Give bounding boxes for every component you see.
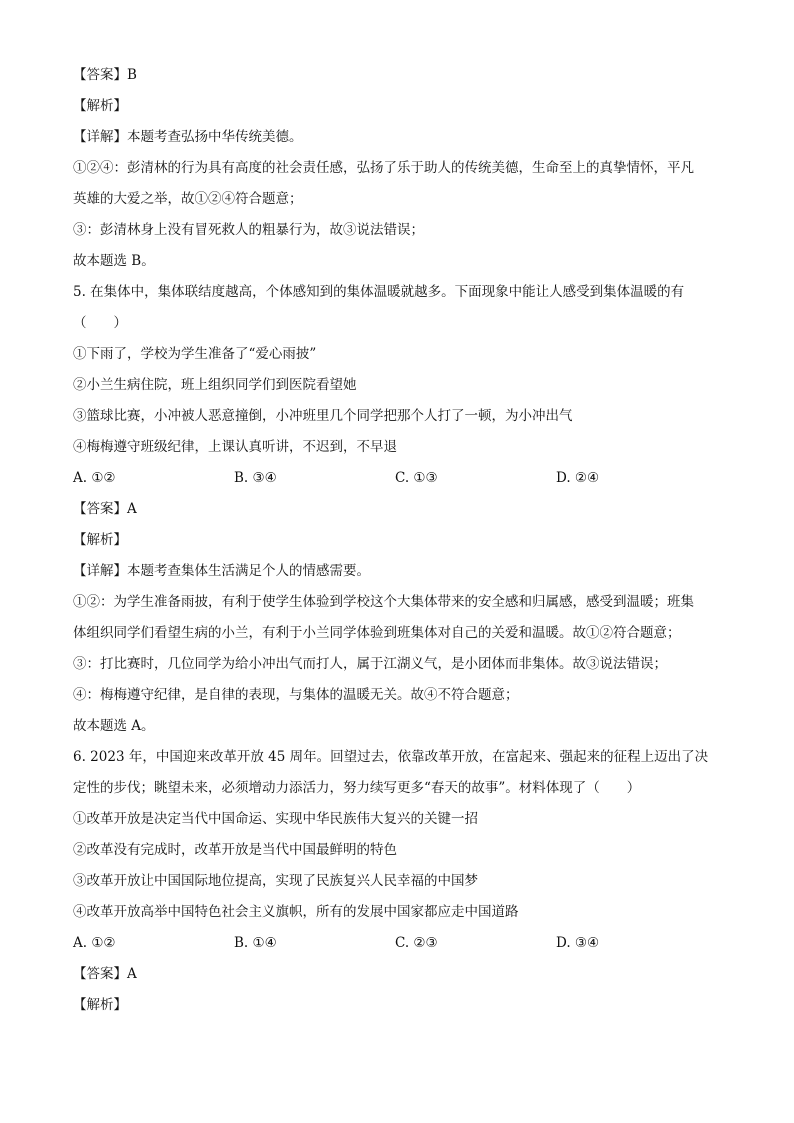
q5-option-d: D. ②④ [556, 470, 600, 486]
q5-item-4: ④梅梅遵守班级纪律，上课认真听讲，不迟到，不早退 [73, 439, 397, 455]
q5-option-b: B. ③④ [234, 470, 277, 486]
q5-detail: 【详解】本题考查集体生活满足个人的情感需要。 [73, 563, 370, 579]
q4-explanation-line-1b: 英雄的大爱之举，故①②④符合题意； [73, 191, 303, 207]
q5-stem-line-b: （ ） [73, 315, 127, 331]
q4-analysis-label: 【解析】 [73, 98, 127, 114]
q5-stem-line-a: 5. 在集体中，集体联结度越高，个体感知到的集体温暖就越多。下面现象中能让人感受到集体温暖的有 [73, 284, 685, 300]
q5-explanation-line-2: ③：打比赛时，几位同学为给小冲出气而打人，属于江湖义气，是小团体而非集体。故③说法错误； [73, 656, 667, 672]
q5-answer: 【答案】A [73, 501, 137, 517]
q6-item-4: ④改革开放高举中国特色社会主义旗帜，所有的发展中国家都应走中国道路 [73, 904, 519, 920]
q5-analysis-label: 【解析】 [73, 532, 127, 548]
q5-explanation-line-3: ④：梅梅遵守纪律，是自律的表现，与集体的温暖无关。故④不符合题意； [73, 687, 519, 703]
q4-answer: 【答案】B [73, 67, 137, 83]
q6-option-c: C. ②③ [395, 935, 438, 951]
q5-item-3: ③篮球比赛，小冲被人恶意撞倒，小冲班里几个同学把那个人打了一顿，为小冲出气 [73, 408, 573, 424]
q5-explanation-line-1a: ①②：为学生准备雨披，有利于使学生体验到学校这个大集体带来的安全感和归属感，感受到温暖；班集 [73, 594, 694, 610]
q5-option-c: C. ①③ [395, 470, 438, 486]
q5-item-1: ①下雨了，学校为学生准备了“爱心雨披” [73, 346, 317, 362]
q4-detail: 【详解】本题考查弘扬中华传统美德。 [73, 129, 303, 145]
q6-item-2: ②改革没有完成时，改革开放是当代中国最鲜明的特色 [73, 842, 397, 858]
q6-option-a: A. ①② [73, 935, 116, 951]
q5-options [73, 469, 733, 487]
q4-conclusion: 故本题选 B。 [73, 253, 155, 269]
q6-stem-line-b: 定性的步伐；眺望未来，必须增动力添活力，努力续写更多“春天的故事”。材料体现了（ ） [73, 780, 641, 796]
q6-analysis-label: 【解析】 [73, 997, 127, 1013]
q6-answer: 【答案】A [73, 966, 137, 982]
q5-explanation-line-1b: 体组织同学们看望生病的小兰，有利于小兰同学体验到班集体对自己的关爱和温暖。故①②符合题意； [73, 625, 681, 641]
q5-option-a: A. ①② [73, 470, 116, 486]
q4-explanation-line-2: ③：彭清林身上没有冒死救人的粗暴行为，故③说法错误； [73, 222, 424, 238]
q6-option-b: B. ①④ [234, 935, 277, 951]
q6-option-d: D. ③④ [556, 935, 600, 951]
q6-stem-line-a: 6. 2023 年，中国迎来改革开放 45 周年。回望过去，依靠改革开放，在富起来、强起来的征程上迈出了决 [73, 749, 709, 765]
q5-conclusion: 故本题选 A。 [73, 718, 155, 734]
q6-options [73, 934, 733, 952]
q6-item-1: ①改革开放是决定当代中国命运、实现中华民族伟大复兴的关键一招 [73, 811, 478, 827]
q5-item-2: ②小兰生病住院，班上组织同学们到医院看望她 [73, 377, 357, 393]
q4-explanation-line-1a: ①②④：彭清林的行为具有高度的社会责任感，弘扬了乐于助人的传统美德，生命至上的真挚情怀，平凡 [73, 160, 694, 176]
q6-item-3: ③改革开放让中国国际地位提高，实现了民族复兴人民幸福的中国梦 [73, 873, 478, 889]
